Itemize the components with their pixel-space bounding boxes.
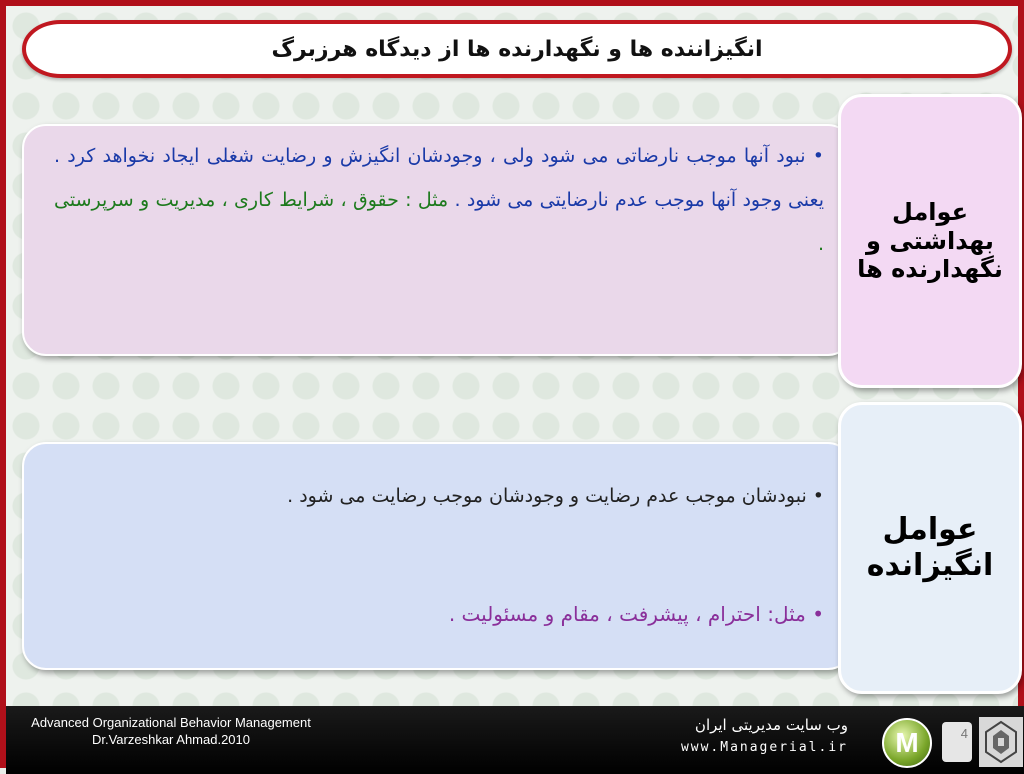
motivators-bullet-2-text: مثل: احترام ، پیشرفت ، مقام و مسئولیت .	[448, 602, 806, 626]
hygiene-content-box	[22, 124, 852, 356]
title-banner	[22, 20, 1012, 78]
motivators-label-box	[838, 402, 1022, 694]
university-logo-icon	[976, 714, 1024, 770]
bullet-icon: •	[812, 485, 824, 507]
hygiene-label-box	[838, 94, 1022, 388]
managerial-logo-icon: M	[882, 718, 932, 768]
bullet-icon: •	[812, 602, 824, 626]
hygiene-text-example: مثل : حقوق ، شرایط کاری ، مدیریت و سرپرستی .	[54, 189, 824, 255]
hygiene-label: عوامل بهداشتی و نگهدارنده ها	[857, 197, 1003, 284]
motivators-bullet-1-text: نبودشان موجب عدم رضایت و وجودشان موجب رضایت می شود .	[287, 485, 807, 507]
hygiene-paragraph	[54, 134, 824, 266]
footer-author: Dr.Varzeshkar Ahmad.2010	[91, 732, 250, 747]
motivators-bullet-2	[54, 596, 824, 632]
motivators-label: عوامل انگیزانده	[866, 512, 994, 583]
footer-credits	[16, 714, 326, 748]
motivators-content-box	[22, 442, 852, 670]
page-number: 4	[942, 722, 972, 762]
footer-url[interactable]: www.Managerial.ir	[680, 740, 848, 755]
motivators-bullet-1	[54, 474, 824, 518]
hygiene-text-main: نبود آنها موجب نارضاتی می شود ولی ، وجودشان انگیزش و رضایت شغلی ایجاد نخواهد کرد . یعنی وجود آنها موجب عدم نارضایتی می شود .	[54, 145, 824, 211]
footer-course-title: Advanced Organizational Behavior Management	[31, 715, 311, 730]
bullet-icon: •	[812, 145, 825, 167]
footer-site-name: وب سایت مدیریتی ایران	[694, 716, 848, 734]
slide-title: انگیزاننده ها و نگهدارنده ها از دیدگاه هرزبرگ	[271, 36, 763, 62]
